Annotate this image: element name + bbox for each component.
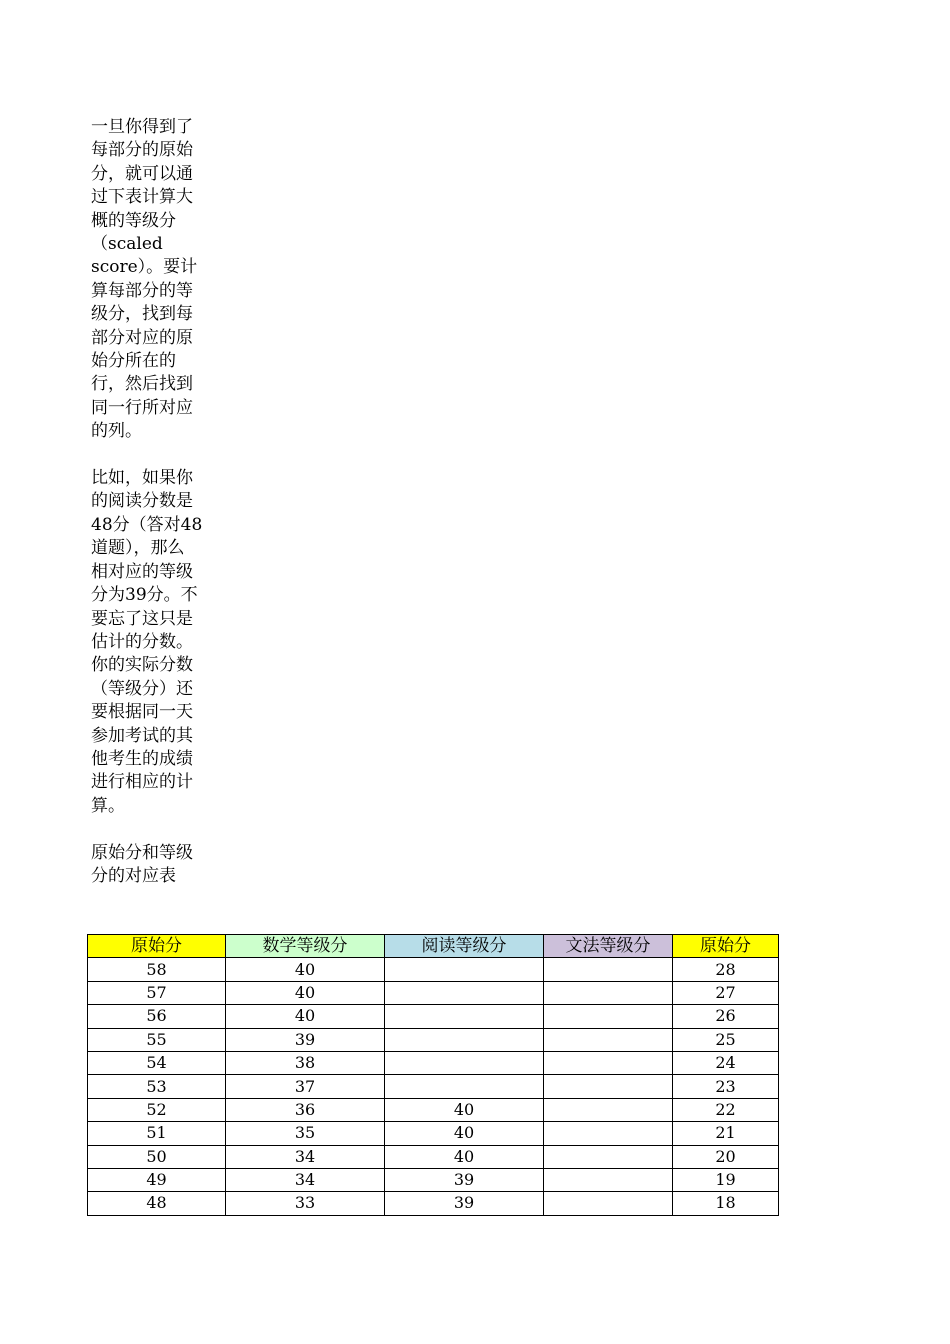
- intro-line: 比如，如果你: [91, 468, 193, 489]
- intro-line: 进行相应的计: [91, 772, 193, 793]
- table-cell: 54: [88, 1051, 226, 1074]
- table-row: [88, 1192, 779, 1215]
- intro-line: 的阅读分数是: [91, 491, 193, 512]
- table-row: [88, 1145, 779, 1168]
- table-cell: [544, 1075, 673, 1098]
- intro-line: 估计的分数。: [91, 631, 193, 652]
- intro-line: 要根据同一天: [91, 702, 193, 723]
- table-cell: 35: [226, 1122, 385, 1145]
- table-cell: [385, 1051, 544, 1074]
- table-row: [88, 1168, 779, 1191]
- intro-line: 概的等级分: [91, 210, 176, 231]
- intro-line: 相对应的等级: [91, 561, 193, 582]
- table-cell: [385, 1075, 544, 1098]
- table-row: [88, 981, 779, 1004]
- table-cell: 56: [88, 1005, 226, 1028]
- table-cell: 40: [226, 1005, 385, 1028]
- table-cell: 58: [88, 958, 226, 981]
- intro-line: 要忘了这只是: [91, 608, 193, 629]
- intro-line: （scaled: [91, 234, 163, 255]
- table-cell: 20: [673, 1145, 779, 1168]
- intro-line: 的列。: [91, 421, 142, 442]
- intro-line: score）。要计: [91, 257, 198, 278]
- column-header: 原始分: [88, 935, 226, 958]
- intro-line: 他考生的成绩: [91, 748, 193, 769]
- intro-line: 一旦你得到了: [91, 117, 193, 137]
- column-header: 原始分: [673, 935, 779, 958]
- table-cell: [544, 1145, 673, 1168]
- intro-line: 算每部分的等: [91, 280, 193, 301]
- intro-line: 过下表计算大: [91, 187, 193, 208]
- intro-line: 你的实际分数: [91, 655, 193, 676]
- table-cell: [544, 1168, 673, 1191]
- table-cell: 40: [385, 1098, 544, 1121]
- table-cell: 36: [226, 1098, 385, 1121]
- table-cell: [544, 1005, 673, 1028]
- table-cell: [544, 1028, 673, 1051]
- table-cell: 19: [673, 1168, 779, 1191]
- score-conversion-table: [87, 934, 779, 1216]
- intro-line: 同一行所对应: [91, 397, 193, 418]
- intro-line: （等级分）还: [91, 678, 193, 699]
- table-cell: 40: [226, 958, 385, 981]
- table-cell: 28: [673, 958, 779, 981]
- table-cell: 48: [88, 1192, 226, 1215]
- column-header: 文法等级分: [544, 935, 673, 958]
- intro-paragraph-3: [91, 842, 219, 889]
- table-cell: 39: [226, 1028, 385, 1051]
- intro-line: 算。: [91, 795, 125, 816]
- table-cell: 40: [226, 981, 385, 1004]
- table-cell: 39: [385, 1192, 544, 1215]
- intro-line: 始分所在的: [91, 351, 176, 372]
- table-cell: 49: [88, 1168, 226, 1191]
- table-cell: 33: [226, 1192, 385, 1215]
- table-cell: [544, 981, 673, 1004]
- table-cell: 53: [88, 1075, 226, 1098]
- table-cell: 25: [673, 1028, 779, 1051]
- table-cell: 50: [88, 1145, 226, 1168]
- intro-line: 每部分的原始: [91, 140, 193, 161]
- table-cell: [385, 981, 544, 1004]
- table-cell: 37: [226, 1075, 385, 1098]
- column-header: 阅读等级分: [385, 935, 544, 958]
- table-row: [88, 1028, 779, 1051]
- table-cell: [385, 958, 544, 981]
- table-cell: [544, 958, 673, 981]
- intro-paragraph-1: [91, 116, 219, 444]
- intro-paragraph-2: [91, 467, 219, 818]
- intro-line: 原始分和等级: [91, 842, 193, 863]
- table-cell: 22: [673, 1098, 779, 1121]
- table-row: [88, 1005, 779, 1028]
- intro-line: 参加考试的其: [91, 725, 193, 746]
- table-cell: 34: [226, 1168, 385, 1191]
- table-body: [88, 958, 779, 1215]
- table-cell: 40: [385, 1122, 544, 1145]
- table-header-row: [88, 935, 779, 958]
- table-row: [88, 958, 779, 981]
- intro-line: 部分对应的原: [91, 327, 193, 348]
- intro-line: 分为39分。不: [91, 585, 198, 606]
- table-cell: 55: [88, 1028, 226, 1051]
- table-row: [88, 1075, 779, 1098]
- table-cell: [544, 1192, 673, 1215]
- table-cell: 57: [88, 981, 226, 1004]
- table-cell: [544, 1051, 673, 1074]
- table-cell: [544, 1098, 673, 1121]
- intro-text: [91, 116, 219, 912]
- table-row: [88, 1122, 779, 1145]
- table-cell: 24: [673, 1051, 779, 1074]
- table-cell: [544, 1122, 673, 1145]
- table-cell: [385, 1005, 544, 1028]
- table-cell: 23: [673, 1075, 779, 1098]
- table-cell: 39: [385, 1168, 544, 1191]
- intro-line: 道题），那么: [91, 538, 185, 559]
- table-row: [88, 1051, 779, 1074]
- intro-line: 行，然后找到: [91, 374, 193, 395]
- table-cell: 51: [88, 1122, 226, 1145]
- table-cell: [385, 1028, 544, 1051]
- table-cell: 52: [88, 1098, 226, 1121]
- column-header: 数学等级分: [226, 935, 385, 958]
- intro-line: 分的对应表: [91, 865, 176, 886]
- intro-line: 48分（答对48: [91, 514, 203, 535]
- table-cell: 40: [385, 1145, 544, 1168]
- table-row: [88, 1098, 779, 1121]
- table-cell: 38: [226, 1051, 385, 1074]
- table-cell: 26: [673, 1005, 779, 1028]
- table-cell: 18: [673, 1192, 779, 1215]
- intro-line: 级分，找到每: [91, 304, 193, 325]
- table-cell: 34: [226, 1145, 385, 1168]
- table-cell: 27: [673, 981, 779, 1004]
- table-cell: 21: [673, 1122, 779, 1145]
- intro-line: 分，就可以通: [91, 163, 193, 184]
